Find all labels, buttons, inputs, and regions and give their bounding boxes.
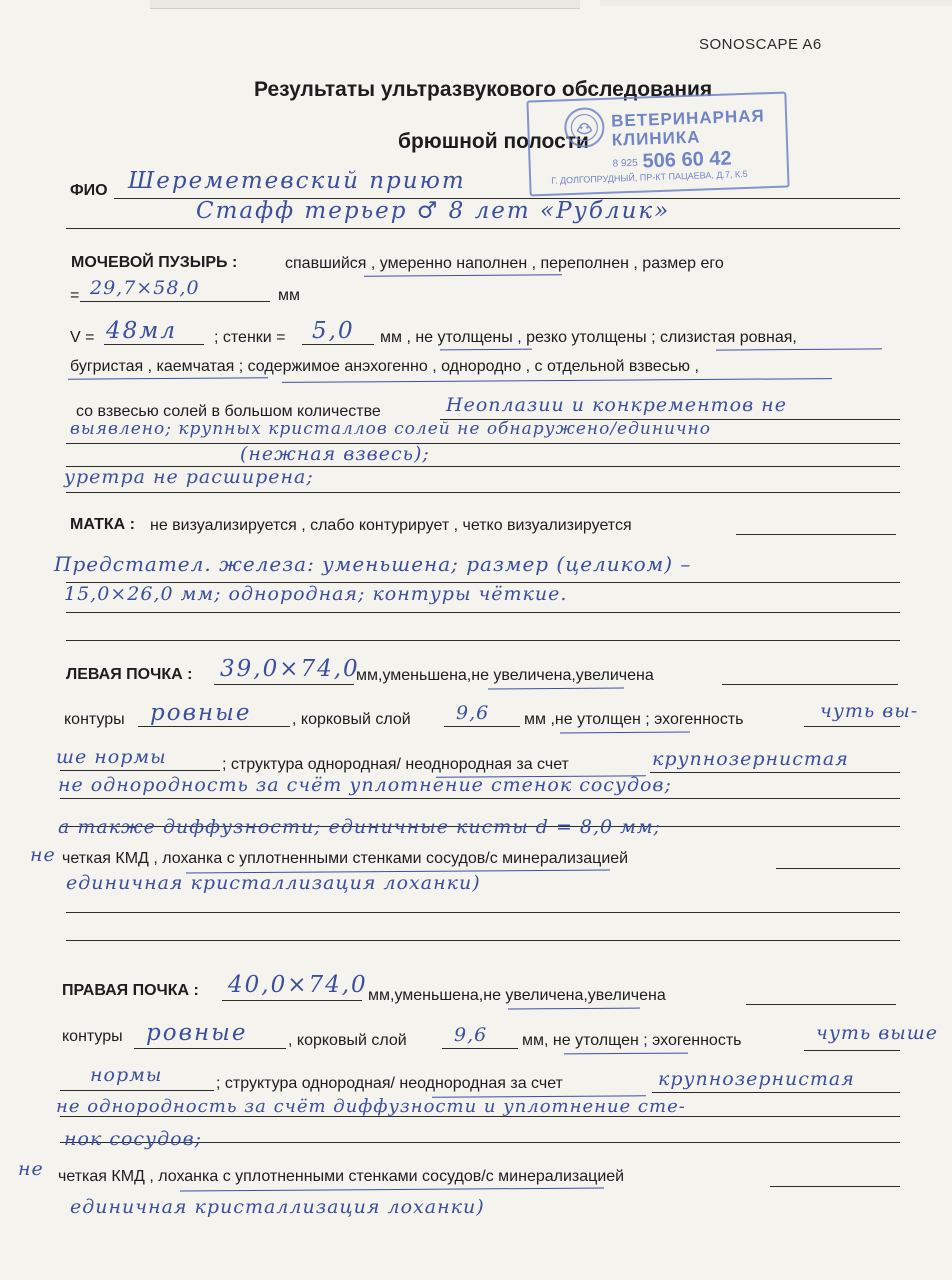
bladder-line3: бугристая , каемчатая ; содержимое анэхогенно , однородно , с отдельной взвесью ,: [70, 358, 699, 375]
device-brand: SONOSCAPE A6: [699, 36, 822, 53]
form-title: Результаты ультразвукового обследования: [254, 78, 713, 101]
left-kidney-contours-line: [138, 726, 290, 727]
right-kidney-structure: ; структура однородная/ неоднородная за счет: [216, 1075, 563, 1092]
right-kidney-cortex-rest: мм, не утолщен ; эхогенность: [522, 1032, 742, 1049]
left-kidney-structure-line: [650, 772, 900, 773]
bladder-selected-underline: [364, 274, 562, 276]
bladder-salt-label: со взвесью солей в большом количестве: [76, 403, 381, 420]
right-kidney-size-handwritten: 40,0×74,0: [228, 972, 368, 998]
bladder-walls-label: ; стенки =: [214, 329, 286, 346]
right-kidney-cortex-label: , корковый слой: [288, 1032, 407, 1049]
left-kidney-handwritten-4: единичная кристаллизация лоханки): [66, 872, 481, 894]
stamp-line1: ВЕТЕРИНАРНАЯ: [610, 106, 765, 131]
stamp-phone: 506 60 42: [642, 147, 732, 173]
left-kidney-cortex-rest: мм ,не утолщен ; эхогенность: [524, 711, 744, 728]
bladder-size-line: [80, 301, 270, 302]
right-kidney-contours-line: [134, 1048, 286, 1049]
bladder-walls-line: [302, 344, 374, 345]
right-kidney-cortex-handwritten: 9,6: [454, 1024, 488, 1046]
bladder-line3-underline-a: [68, 377, 268, 379]
right-kidney-kmd-handwritten: не: [18, 1158, 44, 1180]
right-kidney-echo-line-2: [60, 1090, 214, 1091]
uterus-label: МАТКА :: [70, 516, 135, 533]
bladder-handwritten-4: уретра не расширена;: [64, 466, 314, 488]
stamp-line2: КЛИНИКА: [611, 127, 701, 150]
form-subtitle: брюшной полости: [398, 130, 589, 153]
left-kidney-contours-handwritten: ровные: [150, 700, 252, 726]
left-kidney-line-5: [66, 940, 900, 941]
stamp-address: Г. ДОЛГОПРУДНЫЙ, ПР-КТ ПАЦАЕВА, Д.7, К.5: [551, 168, 748, 186]
bladder-line3-underline-b: [282, 378, 832, 383]
bladder-walls-rest: мм , не утолщены , резко утолщены ; слизистая ровная,: [380, 329, 797, 346]
left-kidney-label: ЛЕВАЯ ПОЧКА :: [66, 666, 193, 683]
fio-line-2: [66, 228, 900, 229]
right-kidney-kmd-underline: [180, 1188, 604, 1192]
right-kidney-cortex-underline: [564, 1053, 688, 1055]
left-kidney-structure: ; структура однородная/ неоднородная за счет: [222, 756, 569, 773]
bladder-walls-underline: [440, 349, 532, 351]
left-kidney-echo-line: [804, 726, 900, 727]
bladder-handwritten-2: выявлено; крупных кристаллов солей не обнаружено/единично: [70, 419, 711, 439]
left-kidney-line-4: [66, 912, 900, 913]
left-kidney-echo-handwritten-2: ше нормы: [56, 746, 167, 768]
right-kidney-label: ПРАВАЯ ПОЧКА :: [62, 982, 199, 999]
left-kidney-cortex-underline: [560, 732, 690, 734]
right-kidney-echo-handwritten-2: нормы: [90, 1064, 163, 1086]
bladder-size-handwritten: 29,7×58,0: [90, 277, 200, 299]
left-kidney-line-2: [60, 798, 900, 799]
right-kidney-kmd: четкая КМД , лоханка с уплотненными стенками сосудов/с минерализацией: [58, 1168, 625, 1185]
clinic-logo-icon: [563, 106, 606, 149]
bladder-handwritten-3: (нежная взвесь);: [240, 443, 430, 465]
page-edge-strip-right: [600, 0, 952, 6]
left-kidney-size-rest: мм,уменьшена,не увеличена,увеличена: [356, 667, 654, 684]
left-kidney-handwritten-2: не однородность за счёт уплотнение стенок сосудов;: [58, 774, 672, 796]
right-kidney-size-blank: [746, 1004, 896, 1005]
uterus-line-3: [66, 640, 900, 641]
left-kidney-cortex-label: , корковый слой: [292, 711, 411, 728]
left-kidney-cortex-line: [444, 726, 520, 727]
right-kidney-echo-line: [804, 1050, 900, 1051]
bladder-label: МОЧЕВОЙ ПУЗЫРЬ :: [71, 254, 238, 271]
page-edge-strip: [150, 0, 580, 9]
right-kidney-handwritten-2: не однородность за счёт диффузности и уплотнение сте-: [56, 1096, 686, 1117]
uterus-options: не визуализируется , слабо контурирует , четко визуализируется: [150, 517, 632, 534]
right-kidney-handwritten-3: нок сосудов;: [64, 1128, 203, 1150]
left-kidney-cortex-handwritten: 9,6: [456, 702, 490, 724]
bladder-line-4: [66, 492, 900, 493]
bladder-size-prefix: =: [70, 287, 80, 304]
right-kidney-handwritten-4: единичная кристаллизация лоханки): [70, 1196, 485, 1218]
right-kidney-size-rest: мм,уменьшена,не увеличена,увеличена: [368, 987, 666, 1004]
left-kidney-structure-handwritten: крупнозернистая: [652, 748, 849, 770]
stamp-phone-prefix: 8 925: [612, 157, 638, 170]
left-kidney-contours-label: контуры: [64, 711, 125, 728]
uterus-handwritten-1: Предстател. железа: уменьшена; размер (целиком) –: [54, 552, 692, 576]
right-kidney-size-underline: [508, 1008, 640, 1010]
left-kidney-echo-line-2: [60, 770, 220, 771]
fio-handwritten-2: Стафф терьер ♂ 8 лет «Рублик»: [196, 198, 671, 224]
bladder-volume-label: V =: [70, 329, 95, 346]
right-kidney-echo-handwritten: чуть выше: [816, 1022, 939, 1044]
left-kidney-kmd-handwritten: не: [30, 844, 56, 866]
bladder-walls-handwritten: 5,0: [312, 318, 355, 344]
right-kidney-cortex-line: [442, 1048, 518, 1049]
fio-label: ФИО: [70, 182, 108, 199]
right-kidney-size-line: [222, 1000, 362, 1001]
left-kidney-size-line: [214, 684, 354, 685]
right-kidney-contours-handwritten: ровные: [146, 1020, 248, 1046]
left-kidney-kmd-line: [776, 868, 900, 869]
left-kidney-size-handwritten: 39,0×74,0: [220, 656, 360, 682]
right-kidney-structure-line: [652, 1092, 900, 1093]
left-kidney-size-underline: [488, 688, 624, 690]
left-kidney-kmd: четкая КМД , лоханка с уплотненными стенками сосудов/с минерализацией: [62, 850, 629, 867]
uterus-line-2: [66, 612, 900, 613]
bladder-mucosa-underline: [716, 348, 882, 350]
bladder-handwritten-1: Неоплазии и конкрементов не: [446, 394, 787, 416]
uterus-line-0: [736, 534, 896, 535]
left-kidney-handwritten-3: а также диффузности; единичные кисты d = 8,0 мм;: [58, 816, 662, 838]
right-kidney-structure-handwritten: крупнозернистая: [658, 1068, 855, 1090]
uterus-handwritten-2: 15,0×26,0 мм; однородная; контуры чёткие.: [64, 583, 568, 605]
left-kidney-echo-handwritten: чуть вы-: [820, 700, 919, 722]
fio-handwritten-1: Шереметевский приют: [128, 168, 466, 194]
right-kidney-contours-label: контуры: [62, 1028, 123, 1045]
bladder-line-2: [66, 443, 900, 444]
bladder-volume-line: [104, 344, 204, 345]
bladder-volume-handwritten: 48мл: [106, 318, 177, 344]
right-kidney-kmd-line: [770, 1186, 900, 1187]
clinic-stamp: [526, 91, 789, 196]
bladder-size-unit: мм: [278, 287, 300, 304]
bladder-options: спавшийся , умеренно наполнен , переполнен , размер его: [285, 255, 724, 272]
left-kidney-size-blank: [722, 684, 898, 685]
